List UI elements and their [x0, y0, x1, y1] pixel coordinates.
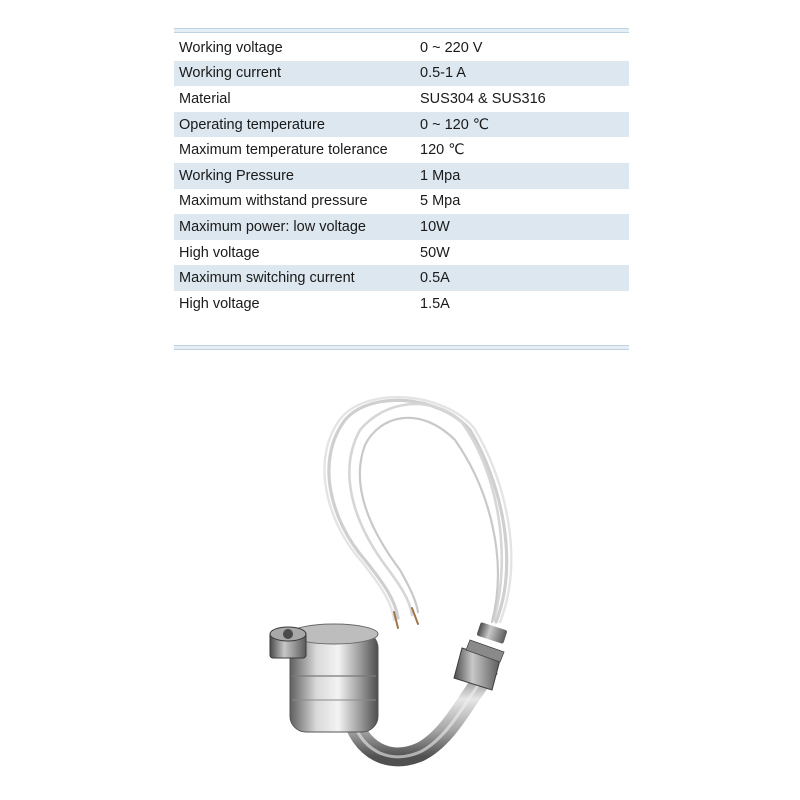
spec-value: 120 ℃	[420, 142, 465, 159]
spec-label: Maximum power: low voltage	[179, 218, 366, 235]
spec-label: Maximum withstand pressure	[179, 193, 368, 210]
spec-rows	[174, 35, 629, 317]
spec-row	[174, 163, 629, 189]
spec-row	[174, 265, 629, 291]
spec-label: Maximum temperature tolerance	[179, 142, 388, 159]
spec-value: 50W	[420, 244, 450, 261]
spec-row	[174, 240, 629, 266]
spec-label: Material	[179, 90, 231, 107]
mounting-nut	[454, 622, 507, 690]
table-top-rule	[174, 28, 629, 33]
spec-label: High voltage	[179, 295, 260, 312]
spec-value: 5 Mpa	[420, 193, 461, 210]
spec-value: 1.5A	[420, 295, 450, 312]
spec-row	[174, 137, 629, 163]
spec-label: Operating temperature	[179, 116, 325, 133]
spec-label: Working current	[179, 65, 282, 82]
table-bottom-rule	[174, 345, 629, 350]
spec-row	[174, 86, 629, 112]
spec-value: 0 ~ 120 ℃	[420, 116, 490, 133]
spec-value: 0.5A	[420, 270, 450, 287]
spec-row	[174, 291, 629, 317]
spec-value: 0.5-1 A	[420, 65, 466, 82]
spec-value: 1 Mpa	[420, 167, 461, 184]
spec-row	[174, 61, 629, 87]
spec-value: 0 ~ 220 V	[420, 39, 483, 56]
float-switch-image	[0, 380, 800, 800]
spec-label: Working voltage	[179, 39, 283, 56]
spec-row	[174, 189, 629, 215]
spec-label: Maximum switching current	[179, 270, 355, 287]
spec-value: 10W	[420, 218, 450, 235]
spec-label: Working Pressure	[179, 167, 294, 184]
spec-label: High voltage	[179, 244, 260, 261]
spec-row	[174, 35, 629, 61]
spec-value: SUS304 & SUS316	[420, 90, 546, 107]
cable-wires	[325, 397, 512, 628]
spec-row	[174, 214, 629, 240]
float-top-nut	[270, 627, 306, 658]
spec-row	[174, 112, 629, 138]
spec-table	[174, 28, 629, 350]
